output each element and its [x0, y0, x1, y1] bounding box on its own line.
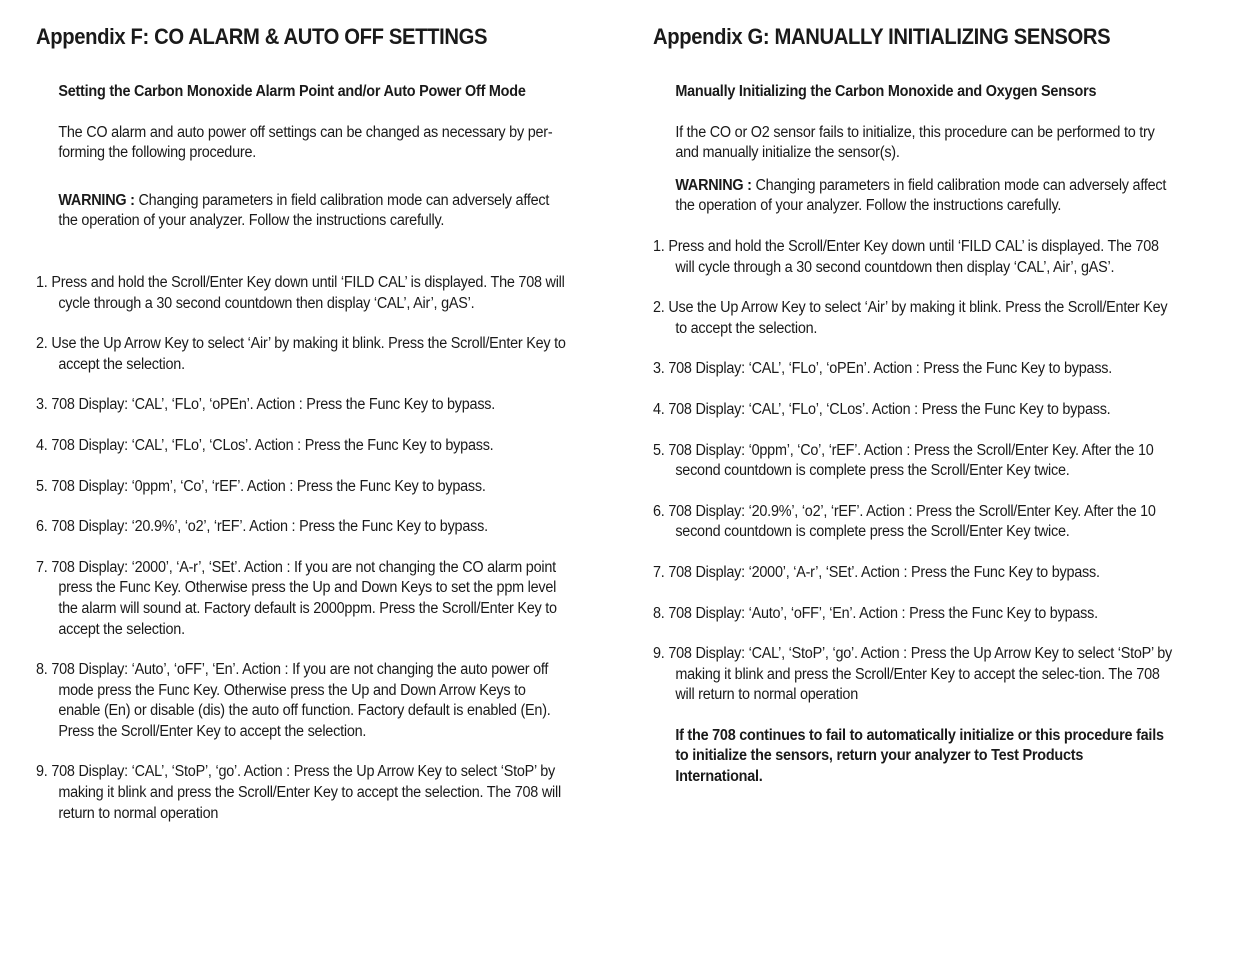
warning-text: Changing parameters in field calibration mode can adversely affect the operation of your analyzer. Follow the instructions carefully. [58, 191, 550, 230]
appendix-g-closing-note: If the 708 continues to fail to automatically initialize or this procedure fails to initialize the sensors, return your analyzer to Test Products International. [675, 726, 1164, 786]
appendix-f-title: Appendix F: CO ALARM & AUTO OFF SETTINGS [36, 24, 488, 49]
appendix-f-intro: The CO alarm and auto power off settings can be changed as necessary by per-forming the following procedure. [58, 123, 553, 162]
step-item: 1. Press and hold the Scroll/Enter Key down until ‘FILD CAL’ is displayed. The 708 will cycle through a 30 second countdown then display ‘CAL’, Air’, gAS’. [653, 237, 1159, 276]
step-item: 7. 708 Display: ‘2000’, ‘A-r’, ‘SEt’. Action : Press the Func Key to bypass. [653, 563, 1100, 581]
step-item: 9. 708 Display: ‘CAL’, ‘StoP’, ‘go’. Action : Press the Up Arrow Key to select ‘StoP’ by making it blink and press the Scroll/Enter Key to accept the selec-tion. The 708 will return to normal operation [653, 645, 1173, 704]
step-item: 3. 708 Display: ‘CAL’, ‘FLo’, ‘oPEn’. Action : Press the Func Key to bypass. [653, 360, 1113, 378]
step-item: 8. 708 Display: ‘Auto’, ‘oFF’, ‘En’. Action : If you are not changing the auto power off mode press the Func Key. Otherwise press the Up and Down Arrow Keys to enable (En) or disable (dis) the auto off function. Factory default is enabled (En). Press the Scroll/Enter Key to accept the selection. [36, 661, 551, 740]
appendix-g-steps [653, 237, 1174, 706]
appendix-g-body [653, 82, 1174, 788]
step-item: 5. 708 Display: ‘0ppm’, ‘Co’, ‘rEF’. Action : Press the Func Key to bypass. [36, 477, 486, 495]
appendix-f-subtitle: Setting the Carbon Monoxide Alarm Point and/or Auto Power Off Mode [58, 83, 526, 100]
appendix-g-intro: If the CO or O2 sensor fails to initialize, this procedure can be performed to try and manually initialize the sensor(s). [675, 123, 1155, 162]
step-item: 4. 708 Display: ‘CAL’, ‘FLo’, ‘CLos’. Action : Press the Func Key to bypass. [36, 436, 494, 454]
step-item: 7. 708 Display: ‘2000’, ‘A-r’, ‘SEt’. Action : If you are not changing the CO alarm point press the Func Key. Otherwise press the Up and Down Keys to set the ppm level the alarm will sound at. Factory default is 2000ppm. Press the Scroll/Enter Key to accept the selection. [36, 558, 557, 638]
warning-text: Changing parameters in field calibration mode can adversely affect the operation of your analyzer. Follow the instructions carefully. [675, 176, 1167, 215]
step-item: 5. 708 Display: ‘0ppm’, ‘Co’, ‘rEF’. Action : Press the Scroll/Enter Key. After the 10 second countdown is complete press the Scroll/Enter Key twice. [653, 441, 1154, 480]
appendix-g-subtitle: Manually Initializing the Carbon Monoxide and Oxygen Sensors [675, 83, 1097, 100]
appendix-g-title: Appendix G: MANUALLY INITIALIZING SENSORS [653, 24, 1111, 49]
step-item: 9. 708 Display: ‘CAL’, ‘StoP’, ‘go’. Action : Press the Up Arrow Key to select ‘StoP’ by making it blink and press the Scroll/Enter Key to accept the selection. The 708 will return to normal operation [36, 763, 561, 822]
step-item: 2. Use the Up Arrow Key to select ‘Air’ by making it blink. Press the Scroll/Enter Key to accept the selection. [653, 299, 1168, 337]
step-item: 1. Press and hold the Scroll/Enter Key down until ‘FILD CAL’ is displayed. The 708 will cycle through a 30 second countdown then display ‘CAL’, Air’, gAS’. [36, 273, 565, 312]
appendix-f-warning [36, 191, 568, 232]
step-item: 8. 708 Display: ‘Auto’, ‘oFF’, ‘En’. Action : Press the Func Key to bypass. [653, 604, 1098, 622]
step-item: 6. 708 Display: ‘20.9%’, ‘o2’, ‘rEF’. Action : Press the Scroll/Enter Key. After the 10 second countdown is complete press the Scroll/Enter Key twice. [653, 502, 1156, 541]
appendix-f-body [36, 82, 568, 824]
warning-label: WARNING : [58, 191, 135, 209]
step-item: 6. 708 Display: ‘20.9%’, ‘o2’, ‘rEF’. Action : Press the Func Key to bypass. [36, 518, 488, 536]
step-item: 4. 708 Display: ‘CAL’, ‘FLo’, ‘CLos’. Action : Press the Func Key to bypass. [653, 400, 1111, 418]
appendix-g-warning [653, 176, 1174, 217]
step-item: 3. 708 Display: ‘CAL’, ‘FLo’, ‘oPEn’. Action : Press the Func Key to bypass. [36, 396, 496, 414]
step-item: 2. Use the Up Arrow Key to select ‘Air’ by making it blink. Press the Scroll/Enter Key to accept the selection. [36, 335, 566, 373]
appendix-f-steps [36, 273, 568, 824]
warning-label: WARNING : [675, 176, 752, 194]
